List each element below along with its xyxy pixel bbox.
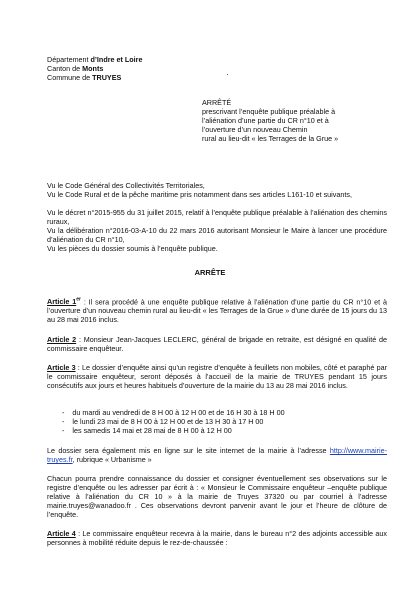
article-2-text: : Monsieur Jean-Jacques LECLERC, général de brigade en retraite, est désigné en qualité de commissaire enquêteur. <box>47 335 387 353</box>
canton-name: Monts <box>82 64 104 73</box>
website-text: Le dossier sera également mis en ligne sur le site internet de la mairie à l’adresse <box>47 446 330 455</box>
commune-line <box>47 73 121 82</box>
schedule-item-text: le lundi 23 mai de 8 H 00 à 12 H 00 et de 13 H 30 à 17 H 00 <box>72 417 264 426</box>
article-3-label: Article 3 <box>47 363 76 372</box>
observations-paragraph: Chacun pourra prendre connaissance du dossier et consigner éventuellement ses observations sur le registre d’enquête ou les adresser par écrit à : « Monsieur le Commissaire enquêteur –enquête publique relative à l’aliénation du CR 10 » à la mairie de Truyes 37320 ou par courriel à l’adresse mairie.truyes@wanadoo.fr . Ces observations devront parvenir avant le jour et l’heure de clôture de l’enquête. <box>47 474 387 519</box>
vu-line: Vu le décret n°2015-955 du 31 juillet 2015, relatif à l’enquête publique préalable à l’aliénation des chemins ruraux, <box>47 208 387 226</box>
article-4-label: Article 4 <box>47 529 76 538</box>
dept-line <box>47 55 142 64</box>
article-1-text: : Il sera procédé à une enquête publique relative à l’aliénation d’une partie du CR n°10 et à l’ouverture d’un nouveau chemin rural au lieu-dit « les Terrages de la Grue » d’une durée de 15 jours du 13 au 28 mai 2016 inclus. <box>47 297 387 325</box>
article-2 <box>47 335 387 353</box>
commune-prefix: Commune de <box>47 73 93 82</box>
schedule-item-text: du mardi au vendredi de 8 H 00 à 12 H 00 et de 16 H 30 à 18 H 00 <box>72 408 285 417</box>
canton-prefix: Canton de <box>47 64 83 73</box>
arrete-heading: ARRÊTE <box>194 268 226 277</box>
vu-line: Vu le Code Rural et de la pêche maritime pris notamment dans ses articles L161-10 et suivants, <box>47 190 352 199</box>
article-4-text: : Le commissaire enquêteur recevra à la mairie, dans le bureau n°2 des adjoints accessible aux personnes à mobilité réduite depuis le rez-de-chaussée : <box>47 529 387 547</box>
article-3-text: : Le dossier d’enquête ainsi qu’un registre d’enquête à feuillets non mobiles, côté et paraphé par le commissaire enquêteur, seront déposés à l’accueil de la mairie de TRUYES pendant 15 jours consécutifs aux jours et heures habituels d’ouverture de la mairie du 13 au 28 mai 2016 inclus. <box>47 363 387 390</box>
scan-speck <box>227 74 228 75</box>
schedule-item-text: les samedis 14 mai et 28 mai de 8 H 00 à 12 H 00 <box>72 426 232 435</box>
arrete-box-line: l’ouverture d’un nouveau Chemin <box>202 125 308 134</box>
schedule-item: - les samedis 14 mai et 28 mai de 8 H 00 à 12 H 00 <box>62 426 232 435</box>
mairie-website-link[interactable]: http://www.mairie-truyes.fr <box>47 446 387 464</box>
arrete-box-line: prescrivant l’enquête publique préalable à <box>202 107 336 116</box>
vu-line: Vu le Code Général des Collectivités Territoriales, <box>47 181 205 190</box>
vu-line: Vu les pièces du dossier soumis à l’enquête publique. <box>47 244 218 253</box>
website-after: , rubrique « Urbanisme » <box>72 455 152 464</box>
article-1 <box>47 296 387 324</box>
article-3 <box>47 363 387 390</box>
dept-name: d’Indre et Loire <box>90 55 143 64</box>
arrete-box-line: l’aliénation d’une partie du CR n°10 et à <box>202 116 329 125</box>
article-1-label: Article 1 <box>47 297 77 307</box>
arrete-box-line: rural au lieu-dit « les Terrages de la Grue » <box>202 134 339 143</box>
dept-prefix: Département <box>47 55 91 64</box>
vu-line: Vu la délibération n°2016-03-A-10 du 22 mars 2016 autorisant Monsieur le Maire à lancer une procédure d’aliénation du CR n°10, <box>47 226 387 244</box>
schedule-item: - du mardi au vendredi de 8 H 00 à 12 H 00 et de 16 H 30 à 18 H 00 <box>62 408 285 417</box>
arrete-box-title: ARRÊTÉ <box>202 98 232 107</box>
article-1-sup: er <box>76 297 81 303</box>
canton-line <box>47 64 103 73</box>
website-paragraph <box>47 446 387 464</box>
schedule-item: - le lundi 23 mai de 8 H 00 à 12 H 00 et de 13 H 30 à 17 H 00 <box>62 417 264 426</box>
article-4 <box>47 529 387 547</box>
commune-name: TRUYES <box>92 73 122 82</box>
article-2-label: Article 2 <box>47 335 77 344</box>
